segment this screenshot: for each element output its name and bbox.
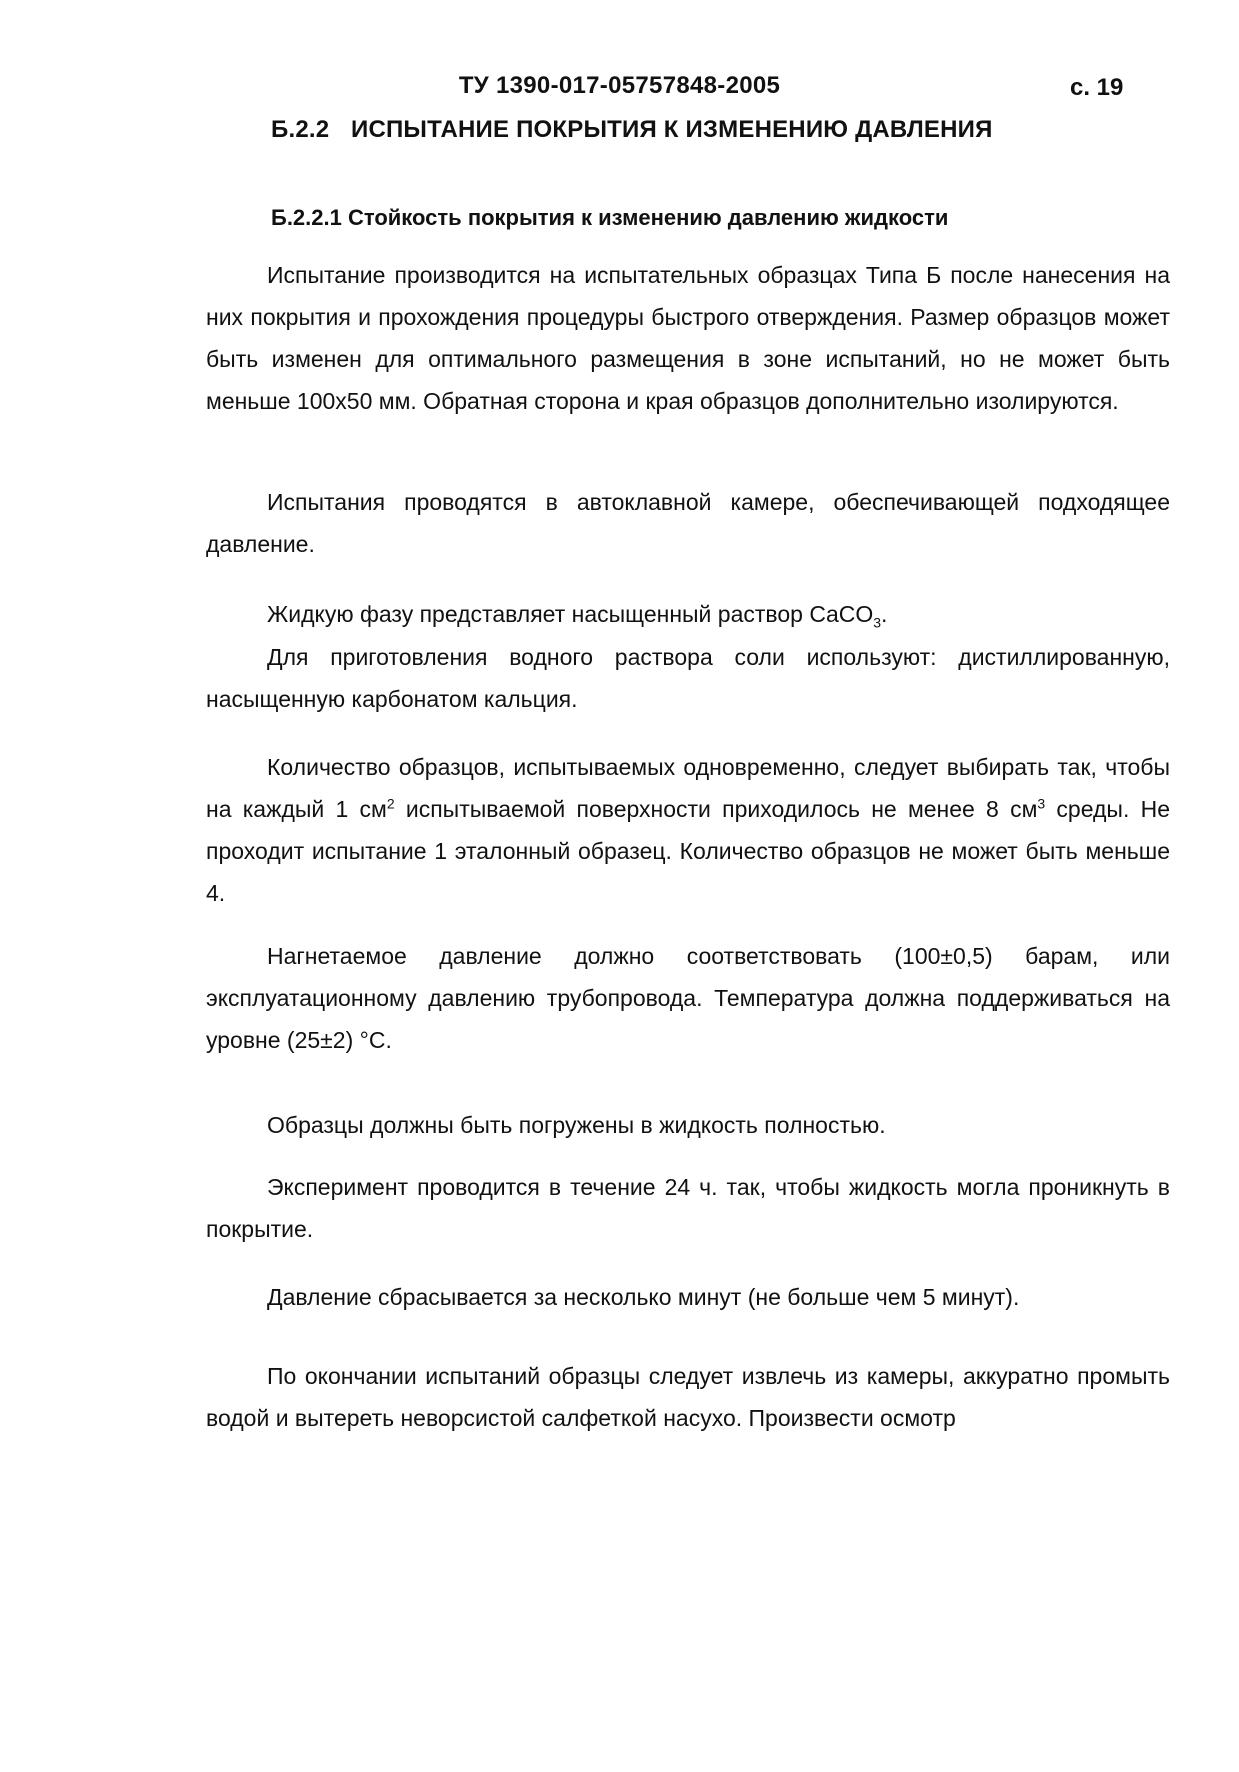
paragraph-liquid-phase — [206, 593, 1170, 635]
paragraph-text: Количество образцов, испытываемых одновременно, следует выбирать так, чтобы на каждый 1 см — [206, 754, 1170, 822]
subscript: 3 — [873, 614, 882, 631]
paragraph-text: Образцы должны быть погружены в жидкость полностью. — [267, 1112, 886, 1138]
paragraph-duration — [206, 1166, 1170, 1250]
paragraph-text: испытываемой поверхности приходилось не менее 8 см — [394, 796, 1038, 822]
paragraph-text: Эксперимент проводится в течение 24 ч. так, чтобы жидкость могла проникнуть в покрытие. — [206, 1174, 1170, 1242]
paragraph-immersion — [206, 1104, 1170, 1146]
page-number: с. 19 — [1070, 74, 1124, 101]
section-number: Б.2.2 — [271, 116, 330, 143]
paragraph-text: Для приготовления водного раствора соли используют: дистиллированную, насыщенную карбонатом кальция. — [206, 644, 1170, 712]
subsection-heading: Б.2.2.1 Стойкость покрытия к изменению давлению жидкости — [271, 205, 949, 230]
superscript: 2 — [386, 795, 395, 812]
paragraph-text: среды. Не проходит испытание 1 эталонный образец. Количество образцов не может быть меньше 4. — [206, 796, 1170, 906]
paragraph-text: По окончании испытаний образцы следует извлечь из камеры, аккуратно промыть водой и вытереть неворсистой салфеткой насухо. Произвести осмотр — [206, 1363, 1170, 1431]
paragraph-pressure — [206, 935, 1170, 1061]
document-code: ТУ 1390-017-05757848-2005 — [458, 72, 781, 99]
paragraph-text: Испытания проводятся в автоклавной камере, обеспечивающей подходящее давление. — [206, 489, 1170, 557]
paragraph-sample-count — [206, 746, 1170, 914]
paragraph-text: Давление сбрасывается за несколько минут (не больше чем 5 минут). — [267, 1284, 1020, 1310]
paragraph-text: . — [881, 601, 888, 627]
paragraph-text: Жидкую фазу представляет насыщенный раствор CaCO — [267, 601, 874, 627]
paragraph-text: Испытание производится на испытательных образцах Типа Б после нанесения на них покрытия и прохождения процедуры быстрого отверждения. Размер образцов может быть изменен для оптимального размещения в зоне испытаний, но не может быть меньше 100х50 мм. Обратная сторона и края образцов дополнительно изолируются. — [206, 262, 1170, 414]
paragraph-inspection — [206, 1355, 1170, 1439]
section-title: ИСПЫТАНИЕ ПОКРЫТИЯ К ИЗМЕНЕНИЮ ДАВЛЕНИЯ — [351, 116, 993, 143]
paragraph-autoclave — [206, 481, 1170, 565]
paragraph-text: Нагнетаемое давление должно соответствовать (100±0,5) барам, или эксплуатационному давлению трубопровода. Температура должна поддерживаться на уровне (25±2) °С. — [206, 943, 1170, 1053]
superscript: 3 — [1037, 795, 1046, 812]
paragraph-solution — [206, 636, 1170, 720]
paragraph-samples — [206, 254, 1170, 422]
section-heading — [271, 116, 993, 144]
paragraph-release — [206, 1276, 1170, 1318]
